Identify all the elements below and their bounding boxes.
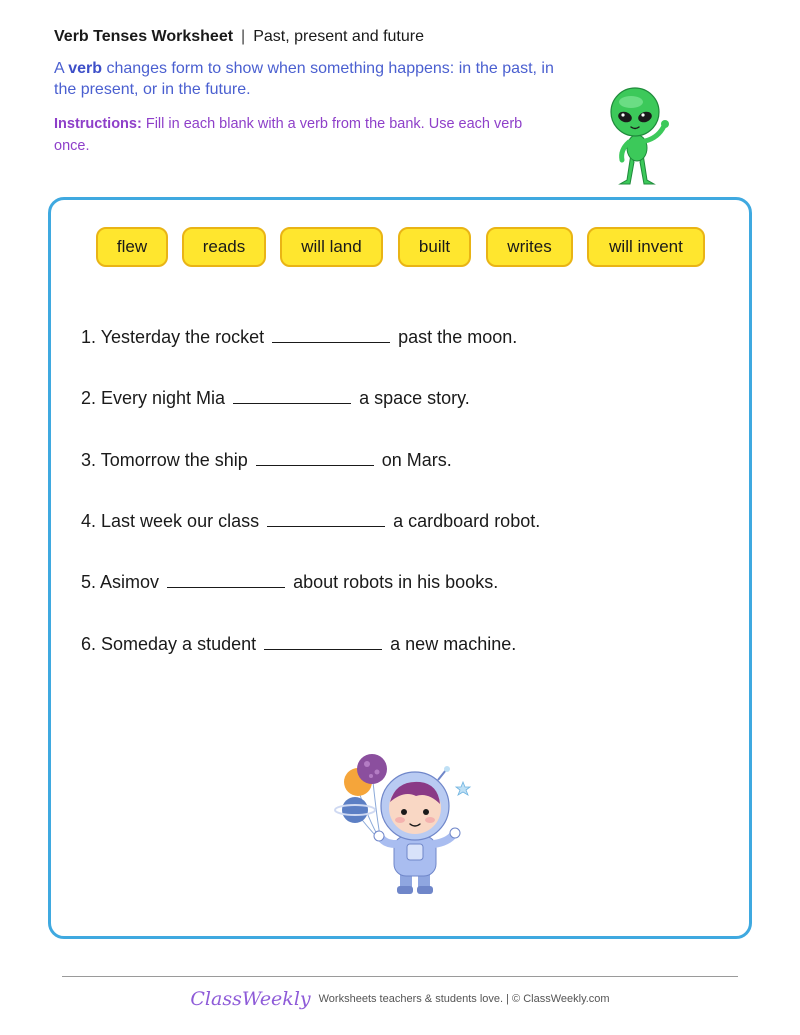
question-1 <box>81 327 517 348</box>
question-2 <box>81 388 470 409</box>
worksheet-subtitle: Past, present and future <box>253 28 424 45</box>
question-6 <box>81 634 516 655</box>
word-chip[interactable] <box>182 227 266 267</box>
question-text: 6. Someday a student <box>81 634 257 654</box>
answer-blank[interactable] <box>267 513 385 527</box>
question-text: 2. Every night Mia <box>81 388 226 408</box>
word-chip-label: will invent <box>609 237 683 256</box>
question-text: past the moon. <box>398 327 518 347</box>
answer-blank[interactable] <box>233 390 351 404</box>
word-chip[interactable] <box>486 227 573 267</box>
word-chip[interactable] <box>280 227 383 267</box>
question-text: a cardboard robot. <box>393 511 541 531</box>
footer-tagline: Worksheets teachers & students love. | © ClassWeekly.com <box>318 993 610 1005</box>
word-bank <box>0 227 800 267</box>
intro-text <box>54 58 554 100</box>
alien-icon <box>598 84 678 190</box>
question-text: about robots in his books. <box>293 572 499 592</box>
word-chip[interactable] <box>96 227 168 267</box>
word-chip-label: reads <box>202 237 246 256</box>
question-4 <box>81 511 540 532</box>
instructions-label: Instructions: <box>54 116 142 132</box>
question-5 <box>81 572 498 593</box>
question-text: 5. Asimov <box>81 572 160 592</box>
question-text: a space story. <box>359 388 470 408</box>
question-text: on Mars. <box>381 450 452 470</box>
astronaut-icon <box>330 752 472 900</box>
answer-blank[interactable] <box>256 452 374 466</box>
word-chip[interactable] <box>587 227 705 267</box>
worksheet-header <box>54 28 424 46</box>
intro-prefix: A <box>54 60 69 77</box>
worksheet-title: Verb Tenses Worksheet <box>54 28 234 45</box>
question-text: 3. Tomorrow the ship <box>81 450 248 470</box>
word-chip[interactable] <box>398 227 471 267</box>
intro-keyword: verb <box>68 60 103 77</box>
instructions-text: Fill in each blank with a verb from the bank. Use each verb once. <box>54 116 523 154</box>
answer-blank[interactable] <box>264 636 382 650</box>
word-chip-label: built <box>418 237 451 256</box>
header-separator: | <box>241 28 246 45</box>
footer <box>0 988 800 1010</box>
word-chip-label: flew <box>116 237 148 256</box>
question-text: 1. Yesterday the rocket <box>81 327 265 347</box>
brand-logo: ClassWeekly <box>190 988 311 1010</box>
word-chip-label: writes <box>507 237 552 256</box>
question-text: 4. Last week our class <box>81 511 260 531</box>
instructions <box>54 113 544 157</box>
question-text: a new machine. <box>390 634 517 654</box>
question-3 <box>81 450 452 471</box>
intro-suffix: changes form to show when something happens: in the past, in the present, or in the future. <box>54 60 554 98</box>
answer-blank[interactable] <box>167 574 285 588</box>
footer-divider <box>62 976 738 977</box>
answer-blank[interactable] <box>272 329 390 343</box>
word-chip-label: will land <box>301 237 362 256</box>
